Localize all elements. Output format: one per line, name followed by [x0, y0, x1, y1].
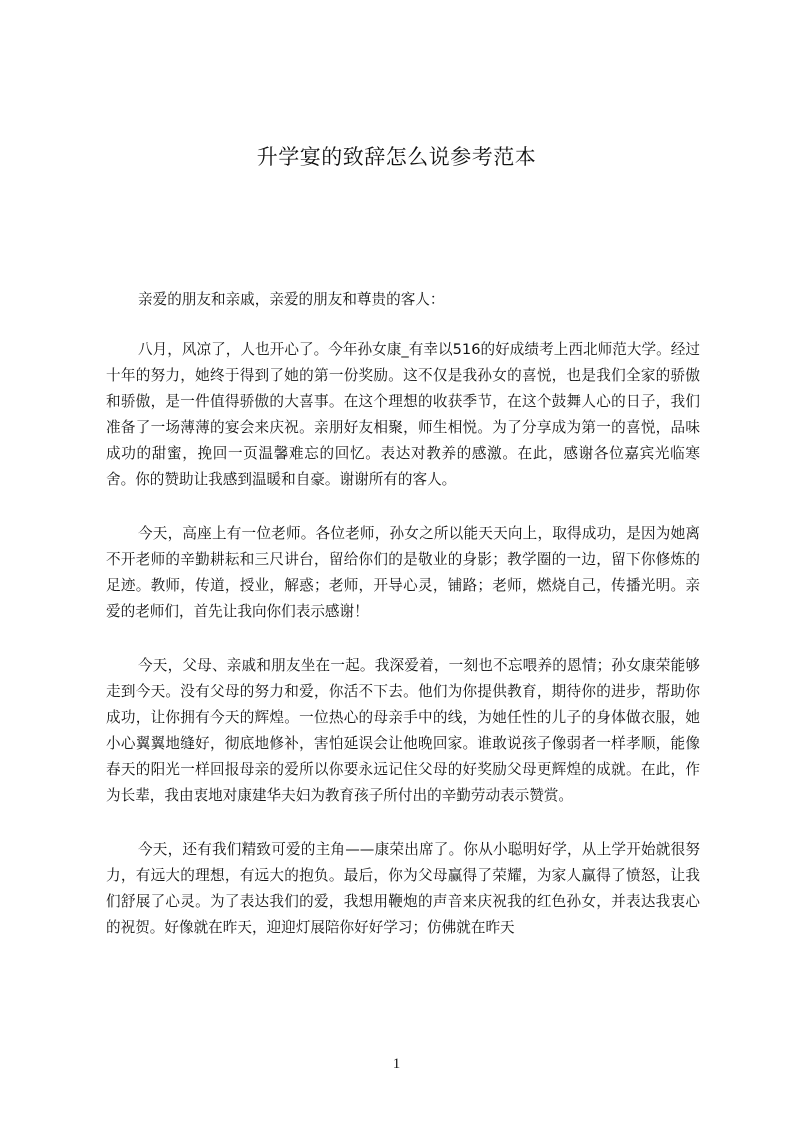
document-title: 升学宴的致辞怎么说参考范本: [256, 145, 537, 169]
paragraph-celebration: 八月，风凉了，人也开心了。今年孙女康_有幸以516的好成绩考上西北师范大学。经过十年的努力，她终于得到了她的第一份奖励。这不仅是我孙女的喜悦，也是我们全家的骄傲和骄傲，是一件值得骄傲的大喜事。在这个理想的收获季节，在这个鼓舞人心的日子，我们准备了一场薄薄的宴会来庆祝。亲朋好友相聚，师生相悦。为了分享成为第一的喜悦，品味成功的甜蜜，挽回一页温馨难忘的回忆。表达对教养的感激。在此，感谢各位嘉宾光临寒舍。你的赞助让我感到温暖和自豪。谢谢所有的客人。: [106, 341, 700, 488]
paragraph-parents: 今天，父母、亲戚和朋友坐在一起。我深爱着，一刻也不忘喂养的恩情；孙女康荣能够走到今天。没有父母的努力和爱，你活不下去。他们为你提供教育，期待你的进步，帮助你成功，让你拥有今天的辉煌。一位热心的母亲手中的线，为她任性的儿子的身体做衣服，她小心翼翼地缝好，彻底地修补，害怕延误会让他晚回家。谁敢说孩子像弱者一样孝顺，能像春天的阳光一样回报母亲的爱所以你要永远记住父母的好奖励父母更辉煌的成就。在此，作为长辈，我由衷地对康建华夫妇为教育孩子所付出的辛勤劳动表示赞赏。: [106, 657, 700, 804]
paragraph-protagonist: 今天，还有我们精致可爱的主角——康荣出席了。你从小聪明好学，从上学开始就很努力，有远大的理想，有远大的抱负。最后，你为父母赢得了荣耀，为家人赢得了愤怒，让我们舒展了心灵。为了表达我们的爱，我想用鞭炮的声音来庆祝我的红色孙女，并表达我衷心的祝贺。好像就在昨天，迎迎灯展陪你好好学习；仿佛就在昨天: [106, 841, 700, 936]
document-body: [106, 287, 700, 969]
paragraph-teachers: 今天，高座上有一位老师。各位老师，孙女之所以能天天向上，取得成功，是因为她离不开老师的辛勤耕耘和三尺讲台，留给你们的是敬业的身影；教学圈的一边，留下你修炼的足迹。教师，传道，授业，解惑；老师，开导心灵，铺路；老师，燃烧自己，传播光明。亲爱的老师们，首先让我向你们表示感谢！: [106, 525, 700, 620]
greeting-paragraph: 亲爱的朋友和亲戚，亲爱的朋友和尊贵的客人：: [138, 291, 445, 308]
page-number: 1: [392, 1056, 401, 1072]
